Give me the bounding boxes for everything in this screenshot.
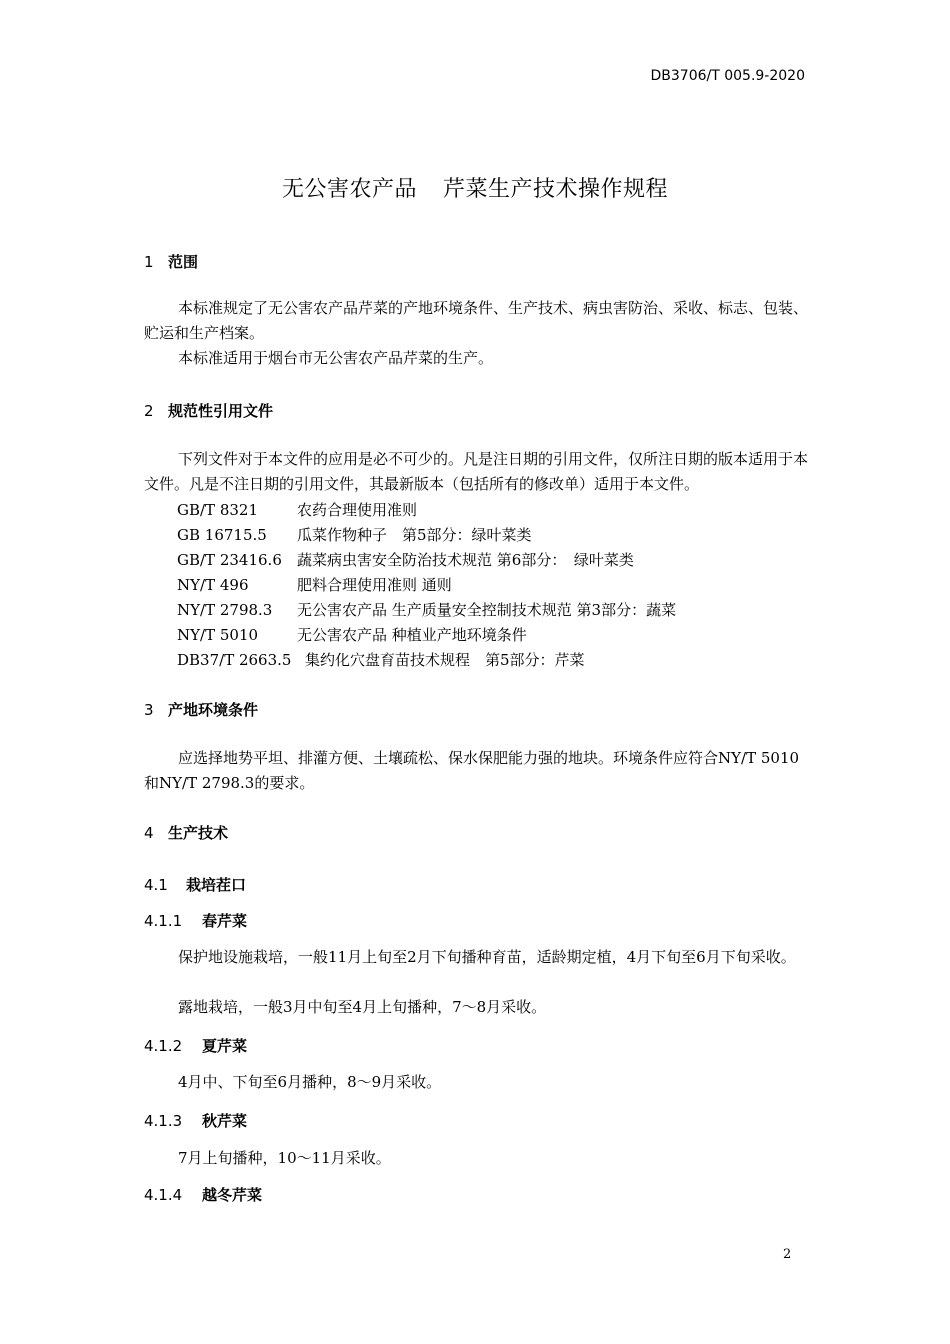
section-4-1-1-heading: 4.1.1 春芹菜 xyxy=(144,912,248,930)
reference-item: DB37/T 2663.5 集约化穴盘育苗技术规程 第5部分：芹菜 xyxy=(177,651,585,669)
reference-item: NY/T 2798.3 无公害农产品 生产质量安全控制技术规范 第3部分：蔬菜 xyxy=(177,601,677,619)
reference-item: GB/T 8321 农药合理使用准则 xyxy=(177,501,418,519)
standard-code: DB3706/T 005.9-2020 xyxy=(650,68,805,84)
section-2-paragraph-1: 下列文件对于本文件的应用是必不可少的。凡是注日期的引用文件，仅所注日期的版本适用于本文件。凡是不注日期的引用文件，其最新版本（包括所有的修改单）适用于本文件。 xyxy=(144,450,809,493)
title-part-2: 芹菜生产技术操作规程 xyxy=(443,177,669,202)
reference-item: NY/T 496 肥料合理使用准则 通则 xyxy=(177,576,452,594)
section-3-paragraph-1: 应选择地势平坦、排灌方便、土壤疏松、保水保肥能力强的地块。环境条件应符合NY/T 5010和NY/T 2798.3的要求。 xyxy=(144,749,800,792)
section-4-1-1-paragraph-1: 保护地设施栽培，一般11月上旬至2月下旬播种育苗，适龄期定植，4月下旬至6月下旬采收。 xyxy=(178,948,796,966)
section-4-heading: 4 生产技术 xyxy=(144,824,229,842)
section-4-1-2-heading: 4.1.2 夏芹菜 xyxy=(144,1037,248,1055)
reference-item: NY/T 5010 无公害农产品 种植业产地环境条件 xyxy=(177,626,527,644)
reference-item: GB 16715.5 瓜菜作物种子 第5部分：绿叶菜类 xyxy=(177,526,532,544)
title-part-1: 无公害农产品 xyxy=(281,177,417,202)
document-title xyxy=(0,172,950,203)
section-4-1-4-heading: 4.1.4 越冬芹菜 xyxy=(144,1186,263,1204)
section-1-heading: 1 范围 xyxy=(144,253,199,271)
reference-item: GB/T 23416.6 蔬菜病虫害安全防治技术规范 第6部分： 绿叶菜类 xyxy=(177,551,634,569)
section-4-1-3-heading: 4.1.3 秋芹菜 xyxy=(144,1112,248,1130)
section-1-paragraph-1: 本标准规定了无公害农产品芹菜的产地环境条件、生产技术、病虫害防治、采收、标志、包装、贮运和生产档案。 xyxy=(144,299,809,342)
section-3-heading: 3 产地环境条件 xyxy=(144,701,259,719)
section-4-1-heading: 4.1 栽培茬口 xyxy=(144,876,247,894)
section-4-1-1-paragraph-2: 露地栽培，一般3月中旬至4月上旬播种，7～8月采收。 xyxy=(178,998,547,1016)
section-1-paragraph-2: 本标准适用于烟台市无公害农产品芹菜的生产。 xyxy=(178,349,494,367)
page-number: 2 xyxy=(783,1247,792,1262)
section-4-1-2-paragraph-1: 4月中、下旬至6月播种，8～9月采收。 xyxy=(178,1073,442,1091)
section-4-1-3-paragraph-1: 7月上旬播种，10～11月采收。 xyxy=(178,1149,391,1167)
section-2-heading: 2 规范性引用文件 xyxy=(144,402,274,420)
